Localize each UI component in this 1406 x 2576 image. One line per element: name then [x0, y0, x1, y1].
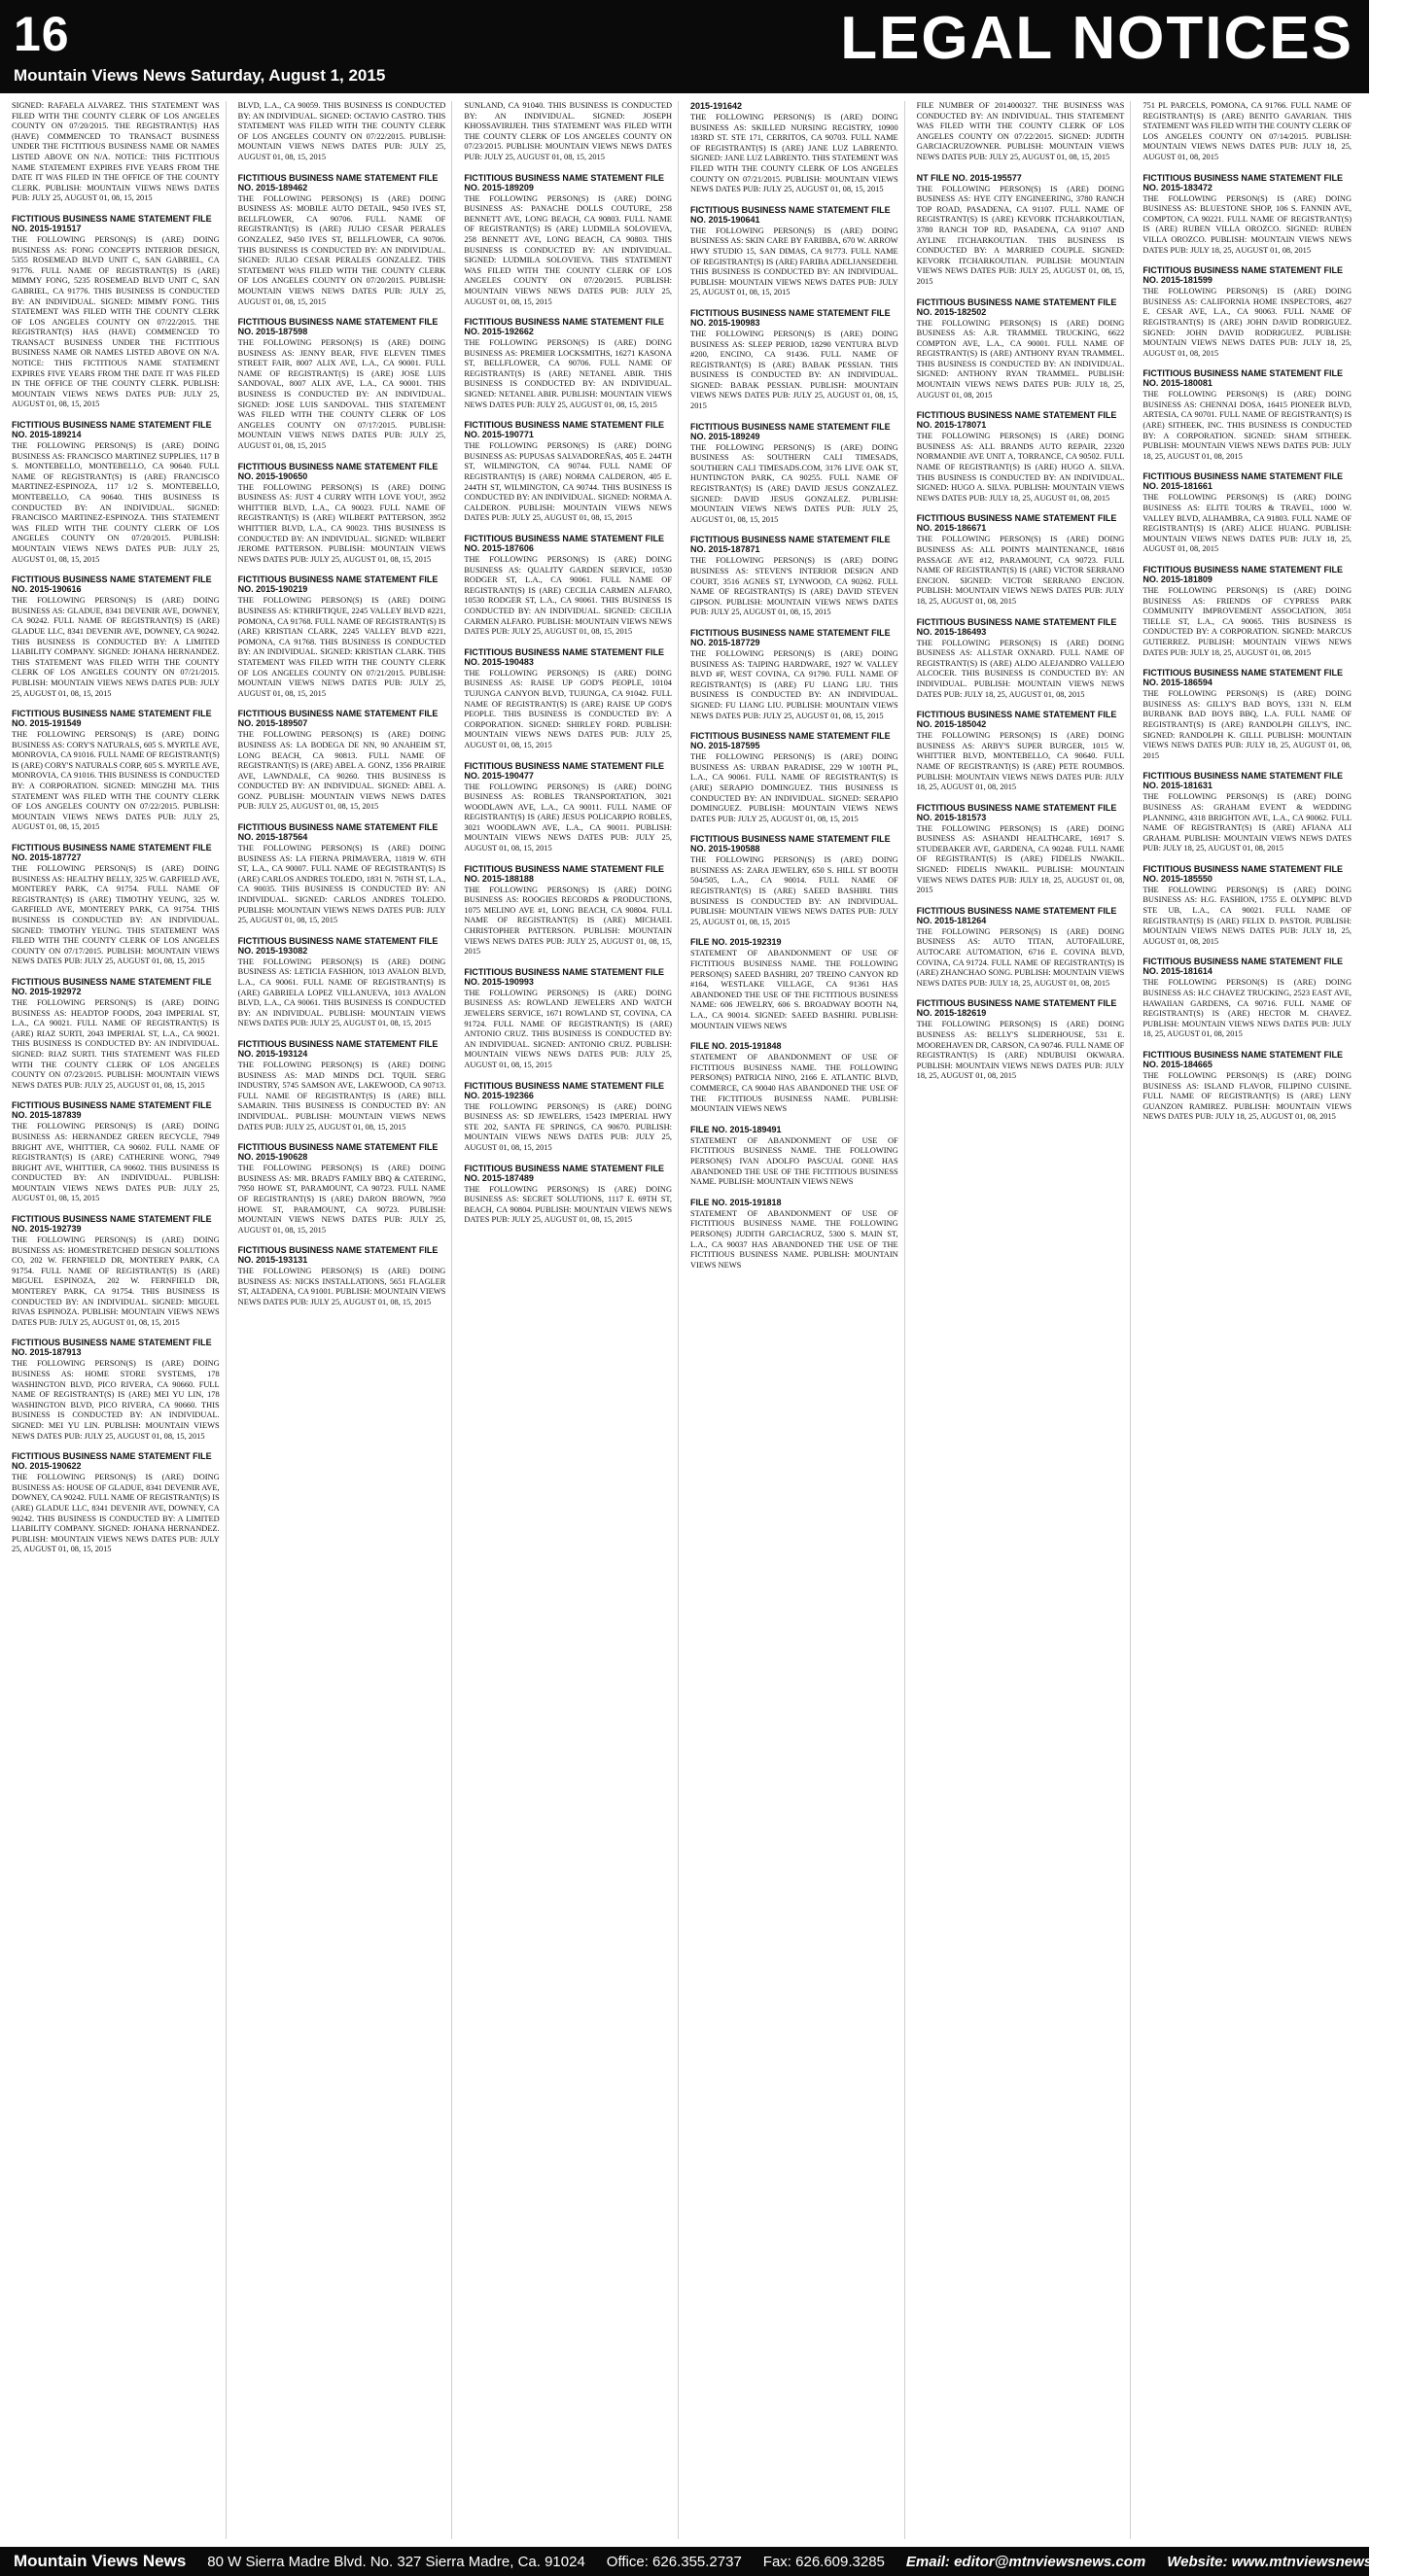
legal-notice: [690, 1198, 898, 1271]
notice-heading: FICTITIOUS BUSINESS NAME STATEMENT FILE NO. 2015-190219: [237, 574, 439, 595]
legal-notice: [464, 647, 672, 751]
legal-notice: [238, 1142, 446, 1236]
notice-heading: FICTITIOUS BUSINESS NAME STATEMENT FILE NO. 2015-190993: [464, 966, 664, 987]
notice-body: THE FOLLOWING PERSON(S) IS (ARE) DOING BUSINESS AS: CHENNAI DOSA, 16415 PIONEER BLVD, ARTESIA, CA 90701. FULL NAME OF REGISTRANT(S) IS (ARE) SITHEEK, INC. THIS BUSINESS IS CONDUCTED BY: A CORPORATION. SIGNED: SHAM SITHEEK. PUBLISH: MOUNTAIN VIEWS NEWS DATES PUB: JULY 18, 25, AUGUST 01, 08, 2015: [1142, 390, 1352, 461]
notice-body: SUNLAND, CA 91040. THIS BUSINESS IS CONDUCTED BY: AN INDIVIDUAL. SIGNED: JOSEPH KHOSSAVIRIJEH. THIS STATEMENT WAS FILED WITH THE COUNTY CLERK OF LOS ANGELES COUNTY ON 07/23/2015. PUBLISH: MOUNTAIN VIEWS NEWS DATES PUB: JULY 25, AUGUST 01, 08, 15, 2015: [464, 101, 672, 161]
legal-notice: [464, 534, 672, 638]
legal-notice: [1142, 565, 1352, 658]
notice-body: THE FOLLOWING PERSON(S) IS (ARE) DOING BUSINESS AS: ROWLAND JEWELERS AND WATCH JEWELERS SERVICE, 1671 ROWLAND ST, COVINA, CA 91724. FULL NAME OF REGISTRANT(S) IS (ARE) ANTONIO CRUZ. THIS BUSINESS IS CONDUCTED BY: AN INDIVIDUAL. SIGNED: ANTONIO CRUZ. PUBLISH: MOUNTAIN VIEWS NEWS DATES PUB: JULY 25, AUGUST 01, 08, 15, 2015: [464, 988, 672, 1069]
notice-heading: FICTITIOUS BUSINESS NAME STATEMENT FILE NO. 2015-184665: [1142, 1050, 1343, 1069]
notice-body: THE FOLLOWING PERSON(S) IS (ARE) DOING BUSINESS AS: SKIN CARE BY FARIBBA, 670 W. ARROW HWY STUDIO 15, SAN DIMAS, CA 91773. FULL NAME OF REGISTRANT(S) IS (ARE) FARIBA ADELJANSEDEHI. THIS BUSINESS IS CONDUCTED BY: AN INDIVIDUAL. PUBLISH: MOUNTAIN VIEWS NEWS DATES PUB: JULY 25, AUGUST 01, 08, 15, 2015: [690, 226, 898, 297]
notice-body: THE FOLLOWING PERSON(S) IS (ARE) DOING BUSINESS AS: H.C CHAVEZ TRUCKING, 2523 EAST AVE, HAWAIIAN GARDENS, CA 90716. FULL NAME OF REGISTRANT(S) IS (ARE) HECTOR M. CHAVEZ. PUBLISH: MOUNTAIN VIEWS NEWS DATES PUB: JULY 18, 25, AUGUST 01, 08, 2015: [1142, 978, 1352, 1039]
legal-notice: [1142, 101, 1352, 163]
notice-body: THE FOLLOWING PERSON(S) IS (ARE) DOING BUSINESS AS: URBAN PARADISE, 229 W 100TH PL, L.A., CA 90061. FULL NAME OF REGISTRANT(S) IS (ARE) SERAPIO DOMINGUEZ. THIS BUSINESS IS CONDUCTED BY: AN INDIVIDUAL. SIGNED: SERAPIO DOMINGUEZ. PUBLISH: MOUNTAIN VIEWS NEWS DATES PUB: JULY 25, AUGUST 01, 08, 15, 2015: [690, 752, 898, 823]
footer-fax: Fax: 626.609.3285: [762, 2553, 885, 2570]
legal-notice: [1142, 864, 1352, 948]
notice-body: SIGNED: RAFAELA ALVAREZ. THIS STATEMENT WAS FILED WITH THE COUNTY CLERK OF LOS ANGELES COUNTY ON 07/20/2015. THE REGISTRANT(S) HAS (HAVE) COMMENCED TO TRANSACT BUSINESS UNDER THE FICTITIOUS BUSINESS NAME OR NAMES LISTED ABOVE ON N/A. NOTICE: THIS FICTITIOUS NAME STATEMENT EXPIRES FIVE YEARS FROM THE DATE IT WAS FILED IN THE OFFICE OF THE COUNTY CLERK. PUBLISH: MOUNTAIN VIEWS NEWS DATES PUB: JULY 25, AUGUST 01, 08, 15, 2015: [12, 101, 220, 203]
notice-body: THE FOLLOWING PERSON(S) IS (ARE) DOING BUSINESS AS: FRIENDS OF CYPRESS PARK COMMUNITY IMPROVEMENT ASSOCIATION, 3051 TIELLE ST, L.A., CA 90065. THIS BUSINESS IS CONDUCTED BY: A CORPORATION. SIGNED: MARCUS GUTIERREZ. PUBLISH: MOUNTAIN VIEWS NEWS DATES PUB: JULY 18, 25, AUGUST 01, 08, 2015: [1142, 586, 1352, 657]
issue-line: Mountain Views News Saturday, August 1, 2015: [14, 66, 386, 85]
notice-heading: NT FILE NO. 2015-195577: [916, 172, 1022, 183]
legal-notice: [1142, 1050, 1352, 1123]
legal-notice: [12, 420, 220, 565]
notice-body: THE FOLLOWING PERSON(S) IS (ARE) DOING BUSINESS AS: HOUSE OF GLADUE, 8341 DEVENIR AVE, DOWNEY, CA 90242. FULL NAME OF REGISTRANT(S) IS (ARE) GLADUE LLC, 8341 DEVENIR AVE, DOWNEY, CA 90242. THIS BUSINESS IS CONDUCTED BY: A LIMITED LIABILITY COMPANY. SIGNED: JOHANA HERNANDEZ. PUBLISH: MOUNTAIN VIEWS NEWS DATES PUB: JULY 25, AUGUST 01, 08, 15, 2015: [12, 1473, 220, 1554]
notice-heading: FICTITIOUS BUSINESS NAME STATEMENT FILE NO. 2015-190483: [464, 646, 664, 667]
notice-heading: FICTITIOUS BUSINESS NAME STATEMENT FILE NO. 2015-190641: [690, 204, 891, 225]
notice-column: [1142, 101, 1357, 2539]
legal-notice: [464, 1081, 672, 1154]
notice-body: THE FOLLOWING PERSON(S) IS (ARE) DOING BUSINESS AS: ROOGIES RECORDS & PRODUCTIONS, 1075 MELINO AVE #1, LONG BEACH, CA 90804. FULL NAME OF REGISTRANT(S) IS (ARE) MICHAEL CHRISTOPHER PATTERSON. PUBLISH: MOUNTAIN VIEWS NEWS DATES PUB: JULY 25, AUGUST 01, 08, 15, 2015: [464, 885, 672, 957]
legal-notice: [12, 1100, 220, 1204]
notice-column: [12, 101, 227, 2539]
notice-heading: FICTITIOUS BUSINESS NAME STATEMENT FILE NO. 2015-181661: [1142, 471, 1343, 492]
notice-column: [238, 101, 453, 2539]
legal-notice: [690, 731, 898, 824]
legal-notice: [690, 205, 898, 298]
notice-body: THE FOLLOWING PERSON(S) IS (ARE) DOING BUSINESS AS: GRAHAM EVENT & WEDDING PLANNING, 4318 BRIGHTON AVE, L.A., CA 90062. FULL NAME OF REGISTRANT(S) IS (ARE) AFIANA ALI GRAHAM. PUBLISH: MOUNTAIN VIEWS NEWS DATES PUB: JULY 18, 25, AUGUST 01, 08, 2015: [1142, 792, 1352, 853]
legal-notice: [464, 173, 672, 308]
legal-notice: [464, 317, 672, 410]
notice-heading: FICTITIOUS BUSINESS NAME STATEMENT FILE NO. 2015-191549: [12, 709, 212, 729]
notice-body: THE FOLLOWING PERSON(S) IS (ARE) DOING BUSINESS AS: FONG CONCEPTS INTERIOR DESIGN, 5355 ROSEMEAD BLVD UNIT C, SAN GABRIEL, CA 91776. FULL NAME OF REGISTRANT(S) IS (ARE) MIMMY FONG, 5235 ROSEMEAD BLVD UNIT C, SAN GABRIEL, CA 91776. THIS BUSINESS IS CONDUCTED BY: AN INDIVIDUAL. SIGNED: MIMMY FONG. THIS STATEMENT WAS FILED WITH THE COUNTY CLERK OF LOS ANGELES COUNTY ON 07/22/2015. THE REGISTRANT(S) HAS (HAVE) COMMENCED TO TRANSACT BUSINESS UNDER THE FICTITIOUS BUSINESS NAME OR NAMES LISTED ABOVE ON N/A. NOTICE: THIS FICTITIOUS NAME STATEMENT EXPIRES FIVE YEARS FROM THE DATE IT WAS FILED IN THE OFFICE OF THE COUNTY CLERK. PUBLISH: MOUNTAIN VIEWS NEWS DATES PUB: JULY 25, AUGUST 01, 08, 15, 2015: [12, 234, 220, 409]
legal-notice: [238, 574, 446, 699]
legal-notice: [238, 101, 446, 163]
notice-body: STATEMENT OF ABANDONMENT OF USE OF FICTITIOUS BUSINESS NAME. THE FOLLOWING PERSON(S) PATRICIA NINO, 2166 E. ATLANTIC BLVD, COMMERCE, CA 90040 HAS ABANDONED THE USE OF THE FICTITIOUS BUSINESS NAME. PUBLISH: MOUNTAIN VIEWS NEWS: [690, 1053, 898, 1114]
legal-notice: [12, 1338, 220, 1442]
notice-column: [917, 101, 1132, 2539]
notice-body: THE FOLLOWING PERSON(S) IS (ARE) DOING BUSINESS AS: CORY'S NATURALS, 605 S. MYRTLE AVE, MONROVIA, CA 91016. FULL NAME OF REGISTRANT(S) IS (ARE) CORY'S NATURALS CORP, 605 S. MYRTLE AVE, MONROVIA, CA 91016. THIS BUSINESS IS CONDUCTED BY: A CORPORATION. SIGNED: MINGZHI MA. THIS STATEMENT WAS FILED WITH THE COUNTY CLERK OF LOS ANGELES COUNTY ON 07/22/2015. PUBLISH: MOUNTAIN VIEWS NEWS DATES PUB: JULY 25, AUGUST 01, 08, 15, 2015: [12, 730, 220, 832]
notice-heading: FICTITIOUS BUSINESS NAME STATEMENT FILE NO. 2015-190650: [237, 461, 439, 481]
notice-body: THE FOLLOWING PERSON(S) IS (ARE) DOING BUSINESS AS: SKILLED NURSING REGISTRY, 10900 183RD ST. STE 171, CERRITOS, CA 90703. FULL NAME OF REGISTRANT(S) IS (ARE) JANE LUZ LABRENTO. SIGNED: JANE LUZ LABRENTO. THIS STATEMENT WAS FILED WITH THE COUNTY CLERK OF LOS ANGELES COUNTY ON 07/21/2015. PUBLISH: MOUNTAIN VIEWS NEWS DATES PUB: JULY 25, AUGUST 01, 08, 15, 2015: [690, 113, 898, 194]
legal-notice: [12, 214, 220, 410]
notice-body: STATEMENT OF ABANDONMENT OF USE OF FICTITIOUS BUSINESS NAME. THE FOLLOWING PERSON(S) SAEED BASHIRI, 207 TREINO CANYON RD #164, WESTLAKE VILLAGE, CA 91361 HAS ABANDONED THE USE OF THE FICTITIOUS BUSINESS NAME: 606 JEWELRY, 606 S. BROADWAY BOOTH N4, L.A., CA 90014. SIGNED: SAEED BASHIRI. PUBLISH: MOUNTAIN VIEWS NEWS: [690, 949, 898, 1030]
notice-body: THE FOLLOWING PERSON(S) IS (ARE) DOING BUSINESS AS: BELLY'S SLIDERHOUSE, 531 E. MOOREHAVEN DR, CARSON, CA 90746. FULL NAME OF REGISTRANT(S) IS (ARE) NDUBUISI OKWARA. PUBLISH: MOUNTAIN VIEWS NEWS DATES PUB: JULY 18, 25, AUGUST 01, 08, 2015: [916, 1020, 1125, 1081]
legal-notice: [917, 710, 1125, 793]
legal-notice: [12, 709, 220, 833]
notice-heading: FICTITIOUS BUSINESS NAME STATEMENT FILE NO. 2015-190588: [690, 834, 891, 854]
notice-body: THE FOLLOWING PERSON(S) IS (ARE) DOING BUSINESS AS: LA FIERNA PRIMAVERA, 11819 W. 6TH ST, L.A., CA 90007. FULL NAME OF REGISTRANT(S) IS (ARE) CARLOS ANDRES TOLEDO, 1831 N. 76TH ST, L.A., CA 90035. THIS BUSINESS IS CONDUCTED BY: AN INDIVIDUAL. SIGNED: CARLOS ANDRES TOLEDO. PUBLISH: MOUNTAIN VIEWS NEWS DATES PUB: JULY 25, AUGUST 01, 08, 15, 2015: [237, 844, 446, 925]
notice-heading: FICTITIOUS BUSINESS NAME STATEMENT FILE NO. 2015-190622: [12, 1451, 212, 1472]
legal-notice: [12, 977, 220, 1091]
notice-heading: FILE NO. 2015-189491: [690, 1124, 782, 1134]
legal-notice: [690, 1041, 898, 1115]
notice-body: THE FOLLOWING PERSON(S) IS (ARE) DOING BUSINESS AS: MAD MINDS DCL TQUIL SERG INDUSTRY, 5745 SAMSON AVE, LAKEWOOD, CA 90713. FULL NAME OF REGISTRANT(S) IS (ARE) BILL SAMARIN. THIS BUSINESS IS CONDUCTED BY: AN INDIVIDUAL. PUBLISH: MOUNTAIN VIEWS NEWS DATES PUB: JULY 25, AUGUST 01, 08, 15, 2015: [237, 1060, 446, 1131]
legal-notice: [238, 1039, 446, 1132]
legal-notice: [690, 1125, 898, 1188]
legal-notice: [464, 101, 672, 163]
notice-body: THE FOLLOWING PERSON(S) IS (ARE) DOING BUSINESS AS: PREMIER LOCKSMITHS, 16271 KASONA ST, BELLFLOWER, CA 90706. FULL NAME OF REGISTRANT(S) IS (ARE) NETANEL ABIR. THIS BUSINESS IS CONDUCTED BY: AN INDIVIDUAL. SIGNED: NETANEL ABIR. PUBLISH: MOUNTAIN VIEWS NEWS DATES PUB: JULY 25, AUGUST 01, 08, 15, 2015: [464, 338, 672, 409]
section-title: LEGAL NOTICES: [840, 5, 1353, 72]
legal-notice: [690, 535, 898, 618]
notice-body: THE FOLLOWING PERSON(S) IS (ARE) DOING BUSINESS AS: LA BODEGA DE NN, 90 ANAHEIM ST, LONG BEACH, CA 90813. FULL NAME OF REGISTRANT(S) IS (ARE) ABEL A. GONZ, 1356 PRAIRIE AVE, LAWNDALE, CA 90260. THIS BUSINESS IS CONDUCTED BY: AN INDIVIDUAL. SIGNED: ABEL A. GONZ. PUBLISH: MOUNTAIN VIEWS NEWS DATES PUB: JULY 25, AUGUST 01, 08, 15, 2015: [237, 730, 446, 812]
notice-heading: FICTITIOUS BUSINESS NAME STATEMENT FILE NO. 2015-190628: [237, 1142, 439, 1163]
notice-body: THE FOLLOWING PERSON(S) IS (ARE) DOING BUSINESS AS: SECRET SOLUTIONS, 1117 E. 69TH ST, BEACH, CA 90804. PUBLISH: MOUNTAIN VIEWS NEWS DATES PUB: JULY 25, AUGUST 01, 08, 15, 2015: [464, 1184, 672, 1225]
legal-notice: [12, 843, 220, 967]
notice-body: THE FOLLOWING PERSON(S) IS (ARE) DOING BUSINESS AS: BLUESTONE SHOP, 106 S. FANNIN AVE, COMPTON, CA 90221. FULL NAME OF REGISTRANT(S) IS (ARE) RUBEN VILLA OROZCO. SIGNED: RUBEN VILLA OROZCO. PUBLISH: MOUNTAIN VIEWS NEWS DATES PUB: JULY 18, 25, AUGUST 01, 08, 2015: [1142, 193, 1352, 255]
notice-body: THE FOLLOWING PERSON(S) IS (ARE) DOING BUSINESS AS: HOMESTRETCHED DESIGN SOLUTIONS CO, 202 W. FERNFIELD DR, MONTEREY PARK, CA 91754. FULL NAME OF REGISTRANT(S) IS (ARE) MIGUEL ESPINOZA, 202 W. FERNFIELD DR, MONTEREY PARK, CA 91754. THIS BUSINESS IS CONDUCTED BY: AN INDIVIDUAL. SIGNED: MIGUEL RIVAS ESPINOZA. PUBLISH: MOUNTAIN VIEWS NEWS DATES PUB: JULY 25, AUGUST 01, 08, 15, 2015: [12, 1236, 220, 1327]
notice-body: STATEMENT OF ABANDONMENT OF USE OF FICTITIOUS BUSINESS NAME. THE FOLLOWING PERSON(S) IVAN ADOLFO PASCUAL GONE HAS ABANDONED THE USE OF THE FICTITIOUS BUSINESS NAME. PUBLISH: MOUNTAIN VIEWS NEWS: [690, 1135, 898, 1187]
notice-body: THE FOLLOWING PERSON(S) IS (ARE) DOING BUSINESS AS: JUST 4 CURRY WITH LOVE YOU!, 3952 WHITTIER BLVD, L.A., CA 90023. FULL NAME OF REGISTRANT(S) IS (ARE) WILBERT PATTERSON, 3952 WHITTIER BLVD, L.A., CA 90023. THIS BUSINESS IS CONDUCTED BY: AN INDIVIDUAL. SIGNED: WILBERT JEROME PATTERSON. PUBLISH: MOUNTAIN VIEWS NEWS DATES PUB: JULY 25, AUGUST 01, 08, 15, 2015: [237, 482, 446, 564]
notice-body: THE FOLLOWING PERSON(S) IS (ARE) DOING BUSINESS AS: ROBLES TRANSPORTATION, 3021 WOODLAWN AVE, L.A., CA 90011. FULL NAME OF REGISTRANT(S) IS (ARE) JESUS POLICARPIO ROBLES, 3021 WOODLAWN AVE, L.A., CA 90011. PUBLISH: MOUNTAIN VIEWS NEWS DATES PUB: JULY 25, AUGUST 01, 08, 15, 2015: [464, 782, 672, 853]
notice-heading: FICTITIOUS BUSINESS NAME STATEMENT FILE NO. 2015-185042: [916, 710, 1117, 730]
legal-notice: [690, 422, 898, 526]
notice-body: THE FOLLOWING PERSON(S) IS (ARE) DOING BUSINESS AS: QUALITY GARDEN SERVICE, 10530 RODGER ST, L.A., CA 90061. FULL NAME OF REGISTRANT(S) IS (ARE) CECILIA CARMEN ALFARO, 10530 RODGER ST, L.A., CA 90061. THIS BUSINESS IS CONDUCTED BY: AN INDIVIDUAL. SIGNED: CECILIA CARMEN ALFARO. PUBLISH: MOUNTAIN VIEWS NEWS DATES PUB: JULY 25, AUGUST 01, 08, 15, 2015: [464, 555, 672, 637]
notice-heading: FICTITIOUS BUSINESS NAME STATEMENT FILE NO. 2015-190771: [464, 420, 664, 440]
notice-heading: FICTITIOUS BUSINESS NAME STATEMENT FILE NO. 2015-190983: [690, 307, 891, 328]
notice-heading: FICTITIOUS BUSINESS NAME STATEMENT FILE NO. 2015-187839: [12, 1100, 212, 1121]
notice-heading: FICTITIOUS BUSINESS NAME STATEMENT FILE NO. 2015-181573: [916, 802, 1117, 822]
notice-body: THE FOLLOWING PERSON(S) IS (ARE) DOING BUSINESS AS: RAISE UP GOD'S PEOPLE, 10104 TUJUNGA CANYON BLVD, TUJUNGA, CA 91042. FULL NAME OF REGISTRANT(S) IS (ARE) RAISE UP GOD'S PEOPLE. THIS BUSINESS IS CONDUCTED BY: A CORPORATION. SIGNED: SHIRLEY FORD. PUBLISH: MOUNTAIN VIEWS NEWS DATES PUB: JULY 25, AUGUST 01, 08, 15, 2015: [464, 668, 672, 749]
legal-notice: [1142, 265, 1352, 359]
notice-body: FILE NUMBER OF 2014000327. THE BUSINESS WAS CONDUCTED BY: AN INDIVIDUAL. THIS STATEMENT WAS FILED WITH THE COUNTY CLERK OF LOS ANGELES COUNTY ON 07/22/2015. SIGNED: JUDITH GARCIACRUZOWNER. PUBLISH: MOUNTAIN VIEWS NEWS DATES PUB: JULY 25, AUGUST 01, 08, 15, 2015: [916, 101, 1125, 161]
notice-body: THE FOLLOWING PERSON(S) IS (ARE) DOING BUSINESS AS: ARBY'S SUPER BURGER, 1015 W. WHITTIER BLVD, MONTEBELLO, CA 90640. FULL NAME OF REGISTRANT(S) IS (ARE) PETE ROUMBOS. PUBLISH: MOUNTAIN VIEWS NEWS DATES PUB: JULY 18, 25, AUGUST 01, 08, 2015: [916, 731, 1125, 792]
notice-heading: FICTITIOUS BUSINESS NAME STATEMENT FILE NO. 2015-187595: [690, 731, 891, 751]
notice-heading: FICTITIOUS BUSINESS NAME STATEMENT FILE NO. 2015-192366: [464, 1080, 664, 1100]
notice-heading: FILE NO. 2015-191818: [690, 1197, 782, 1207]
legal-notice: [917, 803, 1125, 896]
notice-body: THE FOLLOWING PERSON(S) IS (ARE) DOING BUSINESS AS: MOBILE AUTO DETAIL, 9450 IVES ST, BELLFLOWER, CA 90706. FULL NAME OF REGISTRANT(S) IS (ARE) JULIO CESAR PERALES GONZALEZ, 9450 IVES ST, BELLFLOWER, CA 90706. THIS BUSINESS IS CONDUCTED BY: AN INDIVIDUAL. SIGNED: JULIO CESAR PERALES GONZALEZ. THIS STATEMENT WAS FILED WITH THE COUNTY CLERK OF LOS ANGELES COUNTY ON 07/20/2015. PUBLISH: MOUNTAIN VIEWS NEWS DATES PUB: JULY 25, AUGUST 01, 08, 15, 2015: [237, 193, 446, 306]
legal-notice: [1142, 368, 1352, 462]
notice-body: THE FOLLOWING PERSON(S) IS (ARE) DOING BUSINESS AS: SOUTHERN CALI TIMESADS, SOUTHERN CALI TIMESADS.COM, 3176 LIVE OAK ST, HUNTINGTON PARK, CA 90255. FULL NAME OF REGISTRANT(S) IS (ARE) DAVID JESUS GONZALEZ. SIGNED: DAVID JESUS GONZALEZ. PUBLISH: MOUNTAIN VIEWS NEWS DATES PUB: JULY 25, AUGUST 01, 08, 15, 2015: [690, 442, 898, 524]
notice-column: [464, 101, 679, 2539]
legal-notice: [464, 864, 672, 957]
notice-heading: FICTITIOUS BUSINESS NAME STATEMENT FILE NO. 2015-186671: [916, 513, 1117, 534]
footer-website[interactable]: Website: www.mtnviewsnews.com: [1167, 2553, 1406, 2570]
notice-heading: FICTITIOUS BUSINESS NAME STATEMENT FILE NO. 2015-186594: [1142, 668, 1343, 688]
legal-notice: [464, 420, 672, 524]
notice-heading: FICTITIOUS BUSINESS NAME STATEMENT FILE NO. 2015-188188: [464, 863, 664, 884]
legal-notice: [238, 709, 446, 813]
legal-notice: [464, 761, 672, 854]
notice-body: THE FOLLOWING PERSON(S) IS (ARE) DOING BUSINESS AS: GLADUE, 8341 DEVENIR AVE, DOWNEY, CA 90242. FULL NAME OF REGISTRANT(S) IS (ARE) GLADUE LLC, 8341 DEVENIR AVE, DOWNEY, CA 90242. THIS BUSINESS IS CONDUCTED BY: A LIMITED LIABILITY COMPANY. SIGNED: JOHANA HERNANDEZ. THIS STATEMENT WAS FILED WITH THE COUNTY CLERK OF LOS ANGELES COUNTY ON 07/21/2015. PUBLISH: MOUNTAIN VIEWS NEWS DATES PUB: JULY 25, AUGUST 01, 08, 15, 2015: [12, 596, 220, 698]
notice-body: THE FOLLOWING PERSON(S) IS (ARE) DOING BUSINESS AS: H.G. FASHION, 1755 E. OLYMPIC BLVD STE UB, L.A., CA 90021. FULL NAME OF REGISTRANT(S) IS (ARE) FELIX D. PASTOR. PUBLISH: MOUNTAIN VIEWS NEWS DATES PUB: JULY 18, 25, AUGUST 01, 08, 2015: [1142, 885, 1352, 946]
notice-heading: FICTITIOUS BUSINESS NAME STATEMENT FILE NO. 2015-192972: [12, 976, 212, 996]
notice-body: THE FOLLOWING PERSON(S) IS (ARE) DOING BUSINESS AS: CALIFORNIA HOME INSPECTORS, 4627 E. CESAR AVE, L.A., CA 90063. FULL NAME OF REGISTRANT(S) IS (ARE) JOHN DAVID RODRIGUEZ. SIGNED: JOHN DAVID RODRIGUEZ. PUBLISH: MOUNTAIN VIEWS NEWS DATES PUB: JULY 18, 25, AUGUST 01, 08, 2015: [1142, 287, 1352, 358]
notice-heading: FICTITIOUS BUSINESS NAME STATEMENT FILE NO. 2015-189462: [237, 172, 439, 192]
legal-notice: [690, 937, 898, 1031]
notice-heading: FICTITIOUS BUSINESS NAME STATEMENT FILE NO. 2015-185550: [1142, 863, 1343, 884]
footer: [0, 2547, 1406, 2576]
legal-notice: [1142, 668, 1352, 761]
legal-notice: [690, 101, 898, 195]
notice-heading: FICTITIOUS BUSINESS NAME STATEMENT FILE NO. 2015-193124: [237, 1038, 439, 1059]
notice-heading: FICTITIOUS BUSINESS NAME STATEMENT FILE NO. 2015-182502: [916, 296, 1117, 317]
notice-body: THE FOLLOWING PERSON(S) IS (ARE) DOING BUSINESS AS: GILLY'S BAD BOYS, 1331 N. ELM BURBANK BAD BOYS BBQ, L.A. FULL NAME OF REGISTRANT(S) IS (ARE) RANDOLPH GILLY'S, INC. SIGNED: RANDOLPH K. GILLI. PUBLISH: MOUNTAIN VIEWS NEWS DATES PUB: JULY 18, 25, AUGUST 01, 08, 2015: [1142, 689, 1352, 760]
footer-email[interactable]: Email: editor@mtnviewsnews.com: [905, 2553, 1146, 2570]
notice-heading: FICTITIOUS BUSINESS NAME STATEMENT FILE NO. 2015-187564: [237, 822, 439, 843]
notice-body: THE FOLLOWING PERSON(S) IS (ARE) DOING BUSINESS AS: HOME STORE SYSTEMS, 178 WASHINGTON BLVD, PICO RIVERA, CA 90660. FULL NAME OF REGISTRANT(S) IS (ARE) MEI YU LIN, 178 WASHINGTON BLVD, PICO RIVERA, CA 90660. THIS BUSINESS IS CONDUCTED BY: AN INDIVIDUAL. SIGNED: MEI YU LIN. PUBLISH: MOUNTAIN VIEWS NEWS DATES PUB: JULY 25, AUGUST 01, 08, 15, 2015: [12, 1359, 220, 1441]
notice-body: THE FOLLOWING PERSON(S) IS (ARE) DOING BUSINESS AS: MR. BRAD'S FAMILY BBQ & CATERING, 7950 HOWE ST, PARAMOUNT, CA 90723. FULL NAME OF REGISTRANT(S) IS (ARE) DARON BROWN, 7950 HOWE ST, PARAMOUNT, CA 90723. PUBLISH: MOUNTAIN VIEWS NEWS DATES PUB: JULY 25, AUGUST 01, 08, 15, 2015: [237, 1164, 446, 1235]
notice-heading: FICTITIOUS BUSINESS NAME STATEMENT FILE NO. 2015-192662: [464, 317, 664, 337]
notice-heading: FICTITIOUS BUSINESS NAME STATEMENT FILE NO. 2015-181599: [1142, 265, 1343, 286]
notice-body: THE FOLLOWING PERSON(S) IS (ARE) DOING BUSINESS AS: LETICIA FASHION, 1013 AVALON BLVD, L.A., CA 90061. FULL NAME OF REGISTRANT(S) IS (ARE) GABRIELA LOPEZ VILLANUEVA, 1013 AVALON BLVD, L.A., CA 90061. THIS BUSINESS IS CONDUCTED BY: AN INDIVIDUAL. PUBLISH: MOUNTAIN VIEWS NEWS DATES PUB: JULY 25, AUGUST 01, 08, 15, 2015: [237, 957, 446, 1028]
notice-heading: FICTITIOUS BUSINESS NAME STATEMENT FILE NO. 2015-187727: [12, 843, 212, 863]
notice-body: THE FOLLOWING PERSON(S) IS (ARE) DOING BUSINESS AS: KTHRIFTIQUE, 2245 VALLEY BLVD #221, POMONA, CA 91768. FULL NAME OF REGISTRANT(S) IS (ARE) KRISTIAN CLARK, 2245 VALLEY BLVD #221, POMONA, CA 91768. THIS BUSINESS IS CONDUCTED BY: AN INDIVIDUAL. SIGNED: KRISTIAN CLARK. THIS STATEMENT WAS FILED WITH THE COUNTY CLERK OF LOS ANGELES COUNTY ON 07/21/2015. PUBLISH: MOUNTAIN VIEWS NEWS DATES PUB: JULY 25, AUGUST 01, 08, 15, 2015: [237, 596, 446, 698]
notice-heading: FICTITIOUS BUSINESS NAME STATEMENT FILE NO. 2015-181614: [1142, 957, 1343, 977]
legal-notice: [917, 513, 1125, 607]
notice-heading: FILE NO. 2015-191848: [690, 1041, 782, 1052]
notice-heading: FICTITIOUS BUSINESS NAME STATEMENT FILE NO. 2015-191517: [12, 213, 212, 233]
notice-body: BLVD, L.A., CA 90059. THIS BUSINESS IS CONDUCTED BY: AN INDIVIDUAL. SIGNED: OCTAVIO CASTRO. THIS STATEMENT WAS FILED WITH THE COUNTY CLERK OF LOS ANGELES COUNTY ON 07/22/2015. PUBLISH: MOUNTAIN VIEWS NEWS DATES PUB: JULY 25, AUGUST 01, 08, 15, 2015: [237, 101, 446, 161]
legal-notice: [1142, 173, 1352, 257]
notice-heading: FICTITIOUS BUSINESS NAME STATEMENT FILE NO. 2015-187606: [464, 534, 664, 553]
notice-heading: FICTITIOUS BUSINESS NAME STATEMENT FILE NO. 2015-189214: [12, 420, 212, 440]
notice-body: THE FOLLOWING PERSON(S) IS (ARE) DOING BUSINESS AS: TAIPING HARDWARE, 1927 W. VALLEY BLVD #F, WEST COVINA, CA 91790. FULL NAME OF REGISTRANT(S) IS (ARE) FU LIANG LIU. THIS BUSINESS IS CONDUCTED BY: AN INDIVIDUAL. SIGNED: FU LIANG LIU. PUBLISH: MOUNTAIN VIEWS NEWS DATES PUB: JULY 25, AUGUST 01, 08, 15, 2015: [690, 648, 898, 720]
footer-paper-name: Mountain Views News: [14, 2552, 187, 2570]
notice-heading: FICTITIOUS BUSINESS NAME STATEMENT FILE NO. 2015-180081: [1142, 368, 1343, 389]
notice-body: THE FOLLOWING PERSON(S) IS (ARE) DOING BUSINESS AS: PUPUSAS SALVADOREÑAS, 405 E. 244TH ST, WILMINGTON, CA 90744. FULL NAME OF REGISTRANT(S) IS (ARE) NORMA CALDERON, 405 E. 244TH ST, WILMINGTON, CA 90744. THIS BUSINESS IS CONDUCTED BY: AN INDIVIDUAL. SIGNED: NORMA A. CALDERON. PUBLISH: MOUNTAIN VIEWS NEWS DATES PUB: JULY 25, AUGUST 01, 08, 15, 2015: [464, 441, 672, 523]
legal-notice: [464, 1164, 672, 1226]
legal-notice: [12, 101, 220, 204]
legal-notice: [917, 998, 1125, 1082]
page-number: 16: [14, 7, 70, 61]
notice-heading: FICTITIOUS BUSINESS NAME STATEMENT FILE NO. 2015-190477: [464, 760, 664, 781]
notice-body: THE FOLLOWING PERSON(S) IS (ARE) DOING BUSINESS AS: ZARA JEWELRY, 650 S. HILL ST BOOTH 504/505, L.A., CA 90014. FULL NAME OF REGISTRANT(S) IS (ARE) SAEED BASHIRI. THIS BUSINESS IS CONDUCTED BY: AN INDIVIDUAL. PUBLISH: MOUNTAIN VIEWS NEWS DATES PUB: JULY 25, AUGUST 01, 08, 15, 2015: [690, 855, 898, 926]
legal-notice: [690, 834, 898, 927]
notice-heading: FICTITIOUS BUSINESS NAME STATEMENT FILE NO. 2015-187871: [690, 535, 891, 555]
notice-columns: [12, 101, 1357, 2539]
legal-notice: [917, 101, 1125, 163]
footer-address: 80 W Sierra Madre Blvd. No. 327 Sierra Madre, Ca. 91024: [207, 2553, 585, 2570]
legal-notice: [917, 906, 1125, 990]
footer-office: Office: 626.355.2737: [606, 2553, 742, 2570]
notice-heading: FICTITIOUS BUSINESS NAME STATEMENT FILE NO. 2015-193082: [237, 935, 439, 956]
notice-heading: FICTITIOUS BUSINESS NAME STATEMENT FILE NO. 2015-182619: [916, 998, 1117, 1019]
legal-notice: [1142, 471, 1352, 555]
notice-body: THE FOLLOWING PERSON(S) IS (ARE) DOING BUSINESS AS: ELITE TOURS & TRAVEL, 1000 W. VALLEY BLVD, ALHAMBRA, CA 91803. FULL NAME OF REGISTRANT(S) IS (ARE) ALICE HUANG. PUBLISH: MOUNTAIN VIEWS NEWS DATES PUB: JULY 18, 25, AUGUST 01, 08, 2015: [1142, 493, 1352, 554]
legal-notice: [238, 822, 446, 926]
notice-body: THE FOLLOWING PERSON(S) IS (ARE) DOING BUSINESS AS: FRANCISCO MARTINEZ SUPPLIES, 117 B S. MONTEBELLO, MONTEBELLO, CA 90640. FULL NAME OF REGISTRANT(S) IS (ARE) FRANCISCO MARTINEZ-ESPINOZA, 117 1/2 S. MONTEBELLO, MONTEBELLO, CA 90640. THIS BUSINESS IS CONDUCTED BY: AN INDIVIDUAL. SIGNED: FRANCISCO MARTINEZ-ESPINOZA. THIS STATEMENT WAS FILED WITH THE COUNTY CLERK OF LOS ANGELES COUNTY ON 07/20/2015. PUBLISH: MOUNTAIN VIEWS NEWS DATES PUB: JULY 25, AUGUST 01, 08, 15, 2015: [12, 441, 220, 564]
notice-column: [690, 101, 905, 2539]
legal-notice: [238, 936, 446, 1029]
legal-notice: [917, 173, 1125, 288]
notice-heading: FICTITIOUS BUSINESS NAME STATEMENT FILE NO. 2015-192739: [12, 1214, 212, 1235]
legal-notice: [464, 967, 672, 1071]
notice-body: THE FOLLOWING PERSON(S) IS (ARE) DOING BUSINESS AS: STEVEN'S INTERIOR DESIGN AND COURT, 3516 AGNES ST, LYNWOOD, CA 90262. FULL NAME OF REGISTRANT(S) IS (ARE) DAVID STEVEN GIPSON. PUBLISH: MOUNTAIN VIEWS NEWS DATES PUB: JULY 25, AUGUST 01, 08, 15, 2015: [690, 556, 898, 617]
notice-body: THE FOLLOWING PERSON(S) IS (ARE) DOING BUSINESS AS: ALL BRANDS AUTO REPAIR, 22320 NORMANDIE AVE UNIT A, TORRANCE, CA 90502. FULL NAME OF REGISTRANT(S) IS (ARE) HUGO A. SILVA. THIS BUSINESS IS CONDUCTED BY: AN INDIVIDUAL. SIGNED: HUGO A. SILVA. PUBLISH: MOUNTAIN VIEWS NEWS DATES PUB: JULY 18, 25, AUGUST 01, 08, 2015: [916, 432, 1125, 503]
notice-body: 751 PL PARCELS, POMONA, CA 91766. FULL NAME OF REGISTRANT(S) IS (ARE) BENITO GAVARIAN. THIS STATEMENT WAS FILED WITH THE COUNTY CLERK OF LOS ANGELES COUNTY ON 07/14/2015. PUBLISH: MOUNTAIN VIEWS NEWS DATES PUB: JULY 18, 25, AUGUST 01, 08, 2015: [1142, 101, 1352, 161]
legal-notice: [917, 297, 1125, 401]
notice-heading: FICTITIOUS BUSINESS NAME STATEMENT FILE NO. 2015-183472: [1142, 172, 1343, 192]
legal-notice: [238, 462, 446, 566]
notice-body: THE FOLLOWING PERSON(S) IS (ARE) DOING BUSINESS AS: ALLSTAR OXNARD. FULL NAME OF REGISTRANT(S) IS (ARE) ALDO ALEJANDRO VALLEJO ALCOCER. THIS BUSINESS IS CONDUCTED BY: AN INDIVIDUAL. PUBLISH: MOUNTAIN VIEWS NEWS DATES PUB: JULY 18, 25, AUGUST 01, 08, 2015: [916, 638, 1125, 699]
notice-heading: FICTITIOUS BUSINESS NAME STATEMENT FILE NO. 2015-186493: [916, 616, 1117, 637]
notice-body: THE FOLLOWING PERSON(S) IS (ARE) DOING BUSINESS AS: JENNY BEAR, FIVE ELEVEN TIMES STREET FAIR, 8007 ALIX AVE, L.A., CA 90001. FULL NAME OF REGISTRANT(S) IS (ARE) JOSE LUIS SANDOVAL, 8007 ALIX AVE, L.A., CA 90001. THIS BUSINESS IS CONDUCTED BY: AN INDIVIDUAL. SIGNED: JOSE LUIS SANDOVAL. THIS STATEMENT WAS FILED WITH THE COUNTY CLERK OF LOS ANGELES COUNTY ON 07/17/2015. PUBLISH: MOUNTAIN VIEWS NEWS DATES PUB: JULY 25, AUGUST 01, 08, 15, 2015: [237, 338, 446, 451]
notice-body: THE FOLLOWING PERSON(S) IS (ARE) DOING BUSINESS AS: AUTO TITAN, AUTOFAILURE, AUTOCARE AUTOMATION, 6716 E. COVINA BLVD, COVINA, CA 91724. FULL NAME OF REGISTRANT(S) IS (ARE) ZHANCHAO SONG. PUBLISH: MOUNTAIN VIEWS NEWS DATES PUB: JULY 18, 25, AUGUST 01, 08, 2015: [916, 926, 1125, 988]
legal-notice: [917, 617, 1125, 701]
notice-heading: FICTITIOUS BUSINESS NAME STATEMENT FILE NO. 2015-187598: [237, 317, 439, 337]
notice-heading: FICTITIOUS BUSINESS NAME STATEMENT FILE NO. 2015-181264: [916, 905, 1117, 925]
legal-notice: [12, 574, 220, 699]
notice-body: THE FOLLOWING PERSON(S) IS (ARE) DOING BUSINESS AS: NICKS INSTALLATIONS, 5651 FLAGLER ST, ALTADENA, CA 91001. PUBLISH: MOUNTAIN VIEWS NEWS DATES PUB: JULY 25, AUGUST 01, 08, 15, 2015: [237, 1267, 446, 1307]
notice-body: THE FOLLOWING PERSON(S) IS (ARE) DOING BUSINESS AS: ISLAND FLAVOR, FILIPINO CUISINE. FULL NAME OF REGISTRANT(S) IS (ARE) LENY GUANZON RAMIREZ. PUBLISH: MOUNTAIN VIEWS NEWS DATES PUB: JULY 18, 25, AUGUST 01, 08, 2015: [1142, 1071, 1352, 1122]
legal-notice: [238, 173, 446, 308]
notice-heading: FICTITIOUS BUSINESS NAME STATEMENT FILE NO. 2015-189507: [237, 709, 439, 729]
notice-body: THE FOLLOWING PERSON(S) IS (ARE) DOING BUSINESS AS: HYE CITY ENGINEERING, 3780 RANCH TOP ROAD, PASADENA, CA 91107. FULL NAME OF REGISTRANT(S) IS (ARE) KEVORK ITCHARKOUTIAN, 3780 RANCH TOP RD, PASADENA, CA 91107 AND AYLINE ITCHARKOUTIAN. THIS BUSINESS IS CONDUCTED BY: A MARRIED COUPLE. SIGNED: KEVORK ITCHARKOUTIAN. PUBLISH: MOUNTAIN VIEWS NEWS DATES PUB: JULY 25, AUGUST 01, 08, 15, 2015: [916, 184, 1125, 286]
notice-heading: FICTITIOUS BUSINESS NAME STATEMENT FILE NO. 2015-187489: [464, 1163, 664, 1183]
legal-notice: [238, 317, 446, 452]
legal-notice: [690, 628, 898, 721]
notice-heading: FICTITIOUS BUSINESS NAME STATEMENT FILE NO. 2015-190616: [12, 574, 212, 595]
legal-notice: [12, 1214, 220, 1328]
notice-heading: 2015-191642: [690, 101, 743, 111]
legal-notice: [238, 1245, 446, 1307]
notice-body: THE FOLLOWING PERSON(S) IS (ARE) DOING BUSINESS AS: HEALTHY BELLY, 325 W. GARFIELD AVE, MONTEREY PARK, CA 91754. FULL NAME OF REGISTRANT(S) IS (ARE) TIMOTHY YEUNG, 325 W. GARFIELD AVE, MONTEREY PARK, CA 91754. THIS BUSINESS IS CONDUCTED BY: AN INDIVIDUAL. SIGNED: TIMOTHY YEUNG. THIS STATEMENT WAS FILED WITH THE COUNTY CLERK OF LOS ANGELES COUNTY ON 07/17/2015. PUBLISH: MOUNTAIN VIEWS NEWS DATES PUB: JULY 25, AUGUST 01, 08, 15, 2015: [12, 864, 220, 966]
notice-heading: FILE NO. 2015-192319: [690, 937, 782, 948]
notice-body: THE FOLLOWING PERSON(S) IS (ARE) DOING BUSINESS AS: ASHANDI HEALTHCARE, 16917 S. STUDEBAKER AVE, GARDENA, CA 90248. FULL NAME OF REGISTRANT(S) IS (ARE) FIDELIS NWAKIL. SIGNED: FIDELIS NWAKIL. PUBLISH: MOUNTAIN VIEWS NEWS DATES PUB: JULY 18, 25, AUGUST 01, 08, 2015: [916, 823, 1125, 895]
notice-heading: FICTITIOUS BUSINESS NAME STATEMENT FILE NO. 2015-193131: [237, 1245, 439, 1266]
notice-body: THE FOLLOWING PERSON(S) IS (ARE) DOING BUSINESS AS: PANACHE DOLLS COUTURE, 258 BENNETT AVE, LONG BEACH, CA 90803. FULL NAME OF REGISTRANT(S) IS (ARE) LUDMILA SOLOVIEVA, 258 BENNETT AVE, LONG BEACH, CA 90803. THIS BUSINESS IS CONDUCTED BY: AN INDIVIDUAL. SIGNED: LUDMILA SOLOVIEVA. THIS STATEMENT WAS FILED WITH THE COUNTY CLERK OF LOS ANGELES COUNTY ON 07/20/2015. PUBLISH: MOUNTAIN VIEWS NEWS DATES PUB: JULY 25, AUGUST 01, 08, 15, 2015: [464, 193, 672, 306]
masthead: [0, 0, 1369, 93]
legal-notice: [12, 1451, 220, 1555]
legal-notice: [917, 410, 1125, 504]
notice-body: THE FOLLOWING PERSON(S) IS (ARE) DOING BUSINESS AS: ALL POINTS MAINTENANCE, 16816 PASSAGE AVE #12, PARAMOUNT, CA 90723. FULL NAME OF REGISTRANT(S) IS (ARE) VICTOR SERRANO ENCION. SIGNED: VICTOR SERRANO ENCION. PUBLISH: MOUNTAIN VIEWS NEWS DATES PUB: JULY 18, 25, AUGUST 01, 08, 2015: [916, 535, 1125, 606]
notice-heading: FICTITIOUS BUSINESS NAME STATEMENT FILE NO. 2015-181631: [1142, 771, 1343, 791]
notice-heading: FICTITIOUS BUSINESS NAME STATEMENT FILE NO. 2015-187913: [12, 1338, 212, 1358]
notice-body: THE FOLLOWING PERSON(S) IS (ARE) DOING BUSINESS AS: A.R. TRAMMEL TRUCKING, 6622 COMPTON AVE, L.A., CA 90001. FULL NAME OF REGISTRANT(S) IS (ARE) ANTHONY RYAN TRAMMEL. THIS BUSINESS IS CONDUCTED BY: AN INDIVIDUAL. SIGNED: ANTHONY RYAN TRAMMEL. PUBLISH: MOUNTAIN VIEWS NEWS DATES PUB: JULY 18, 25, AUGUST 01, 08, 2015: [916, 318, 1125, 400]
notice-heading: FICTITIOUS BUSINESS NAME STATEMENT FILE NO. 2015-189249: [690, 421, 891, 441]
notice-body: THE FOLLOWING PERSON(S) IS (ARE) DOING BUSINESS AS: SD JEWELERS, 15423 IMPERIAL HWY STE 202, SANTA FE SPRINGS, CA 90670. PUBLISH: MOUNTAIN VIEWS NEWS DATES PUB: JULY 25, AUGUST 01, 08, 15, 2015: [464, 1101, 672, 1152]
notice-heading: FICTITIOUS BUSINESS NAME STATEMENT FILE NO. 2015-189209: [464, 172, 664, 192]
legal-notice: [1142, 771, 1352, 854]
notice-heading: FICTITIOUS BUSINESS NAME STATEMENT FILE NO. 2015-187729: [690, 627, 891, 647]
notice-heading: FICTITIOUS BUSINESS NAME STATEMENT FILE NO. 2015-181809: [1142, 565, 1343, 584]
notice-body: STATEMENT OF ABANDONMENT OF USE OF FICTITIOUS BUSINESS NAME. THE FOLLOWING PERSON(S) JUDITH GARCIACRUZ, 5300 S. MAIN ST, L.A., CA 90037 HAS ABANDONED THE USE OF THE FICTITIOUS BUSINESS NAME. PUBLISH: MOUNTAIN VIEWS NEWS: [690, 1208, 898, 1270]
legal-notice: [1142, 957, 1352, 1040]
notice-body: THE FOLLOWING PERSON(S) IS (ARE) DOING BUSINESS AS: SLEEP PERIOD, 18290 VENTURA BLVD #200, ENCINO, CA 91436. FULL NAME OF REGISTRANT(S) IS (ARE) BABAK PESSIAN. THIS BUSINESS IS CONDUCTED BY: AN INDIVIDUAL. SIGNED: BABAK PESSIAN. PUBLISH: MOUNTAIN VIEWS NEWS DATES PUB: JULY 25, AUGUST 01, 08, 15, 2015: [690, 329, 898, 411]
legal-notice: [690, 308, 898, 412]
notice-heading: FICTITIOUS BUSINESS NAME STATEMENT FILE NO. 2015-178071: [916, 410, 1117, 431]
notice-body: THE FOLLOWING PERSON(S) IS (ARE) DOING BUSINESS AS: HEADTOP FOODS, 2043 IMPERIAL ST, L.A., CA 90021. FULL NAME OF REGISTRANT(S) IS (ARE) RIAZ SURTI, 2043 IMPERIAL ST, L.A., CA 90021. THIS BUSINESS IS CONDUCTED BY: AN INDIVIDUAL. SIGNED: RIAZ SURTI. THIS STATEMENT WAS FILED WITH THE COUNTY CLERK OF LOS ANGELES COUNTY ON 07/23/2015. PUBLISH: MOUNTAIN VIEWS NEWS DATES PUB: JULY 25, AUGUST 01, 08, 15, 2015: [12, 997, 220, 1090]
notice-body: THE FOLLOWING PERSON(S) IS (ARE) DOING BUSINESS AS: HERNANDEZ GREEN RECYCLE, 7949 BRIGHT AVE, WHITTIER, CA 90602. FULL NAME OF REGISTRANT(S) IS (ARE) CATHERINE WONG, 7949 BRIGHT AVE, WHITTIER, CA 90602. THIS BUSINESS IS CONDUCTED BY: AN INDIVIDUAL. PUBLISH: MOUNTAIN VIEWS NEWS DATES PUB: JULY 25, AUGUST 01, 08, 15, 2015: [12, 1122, 220, 1203]
